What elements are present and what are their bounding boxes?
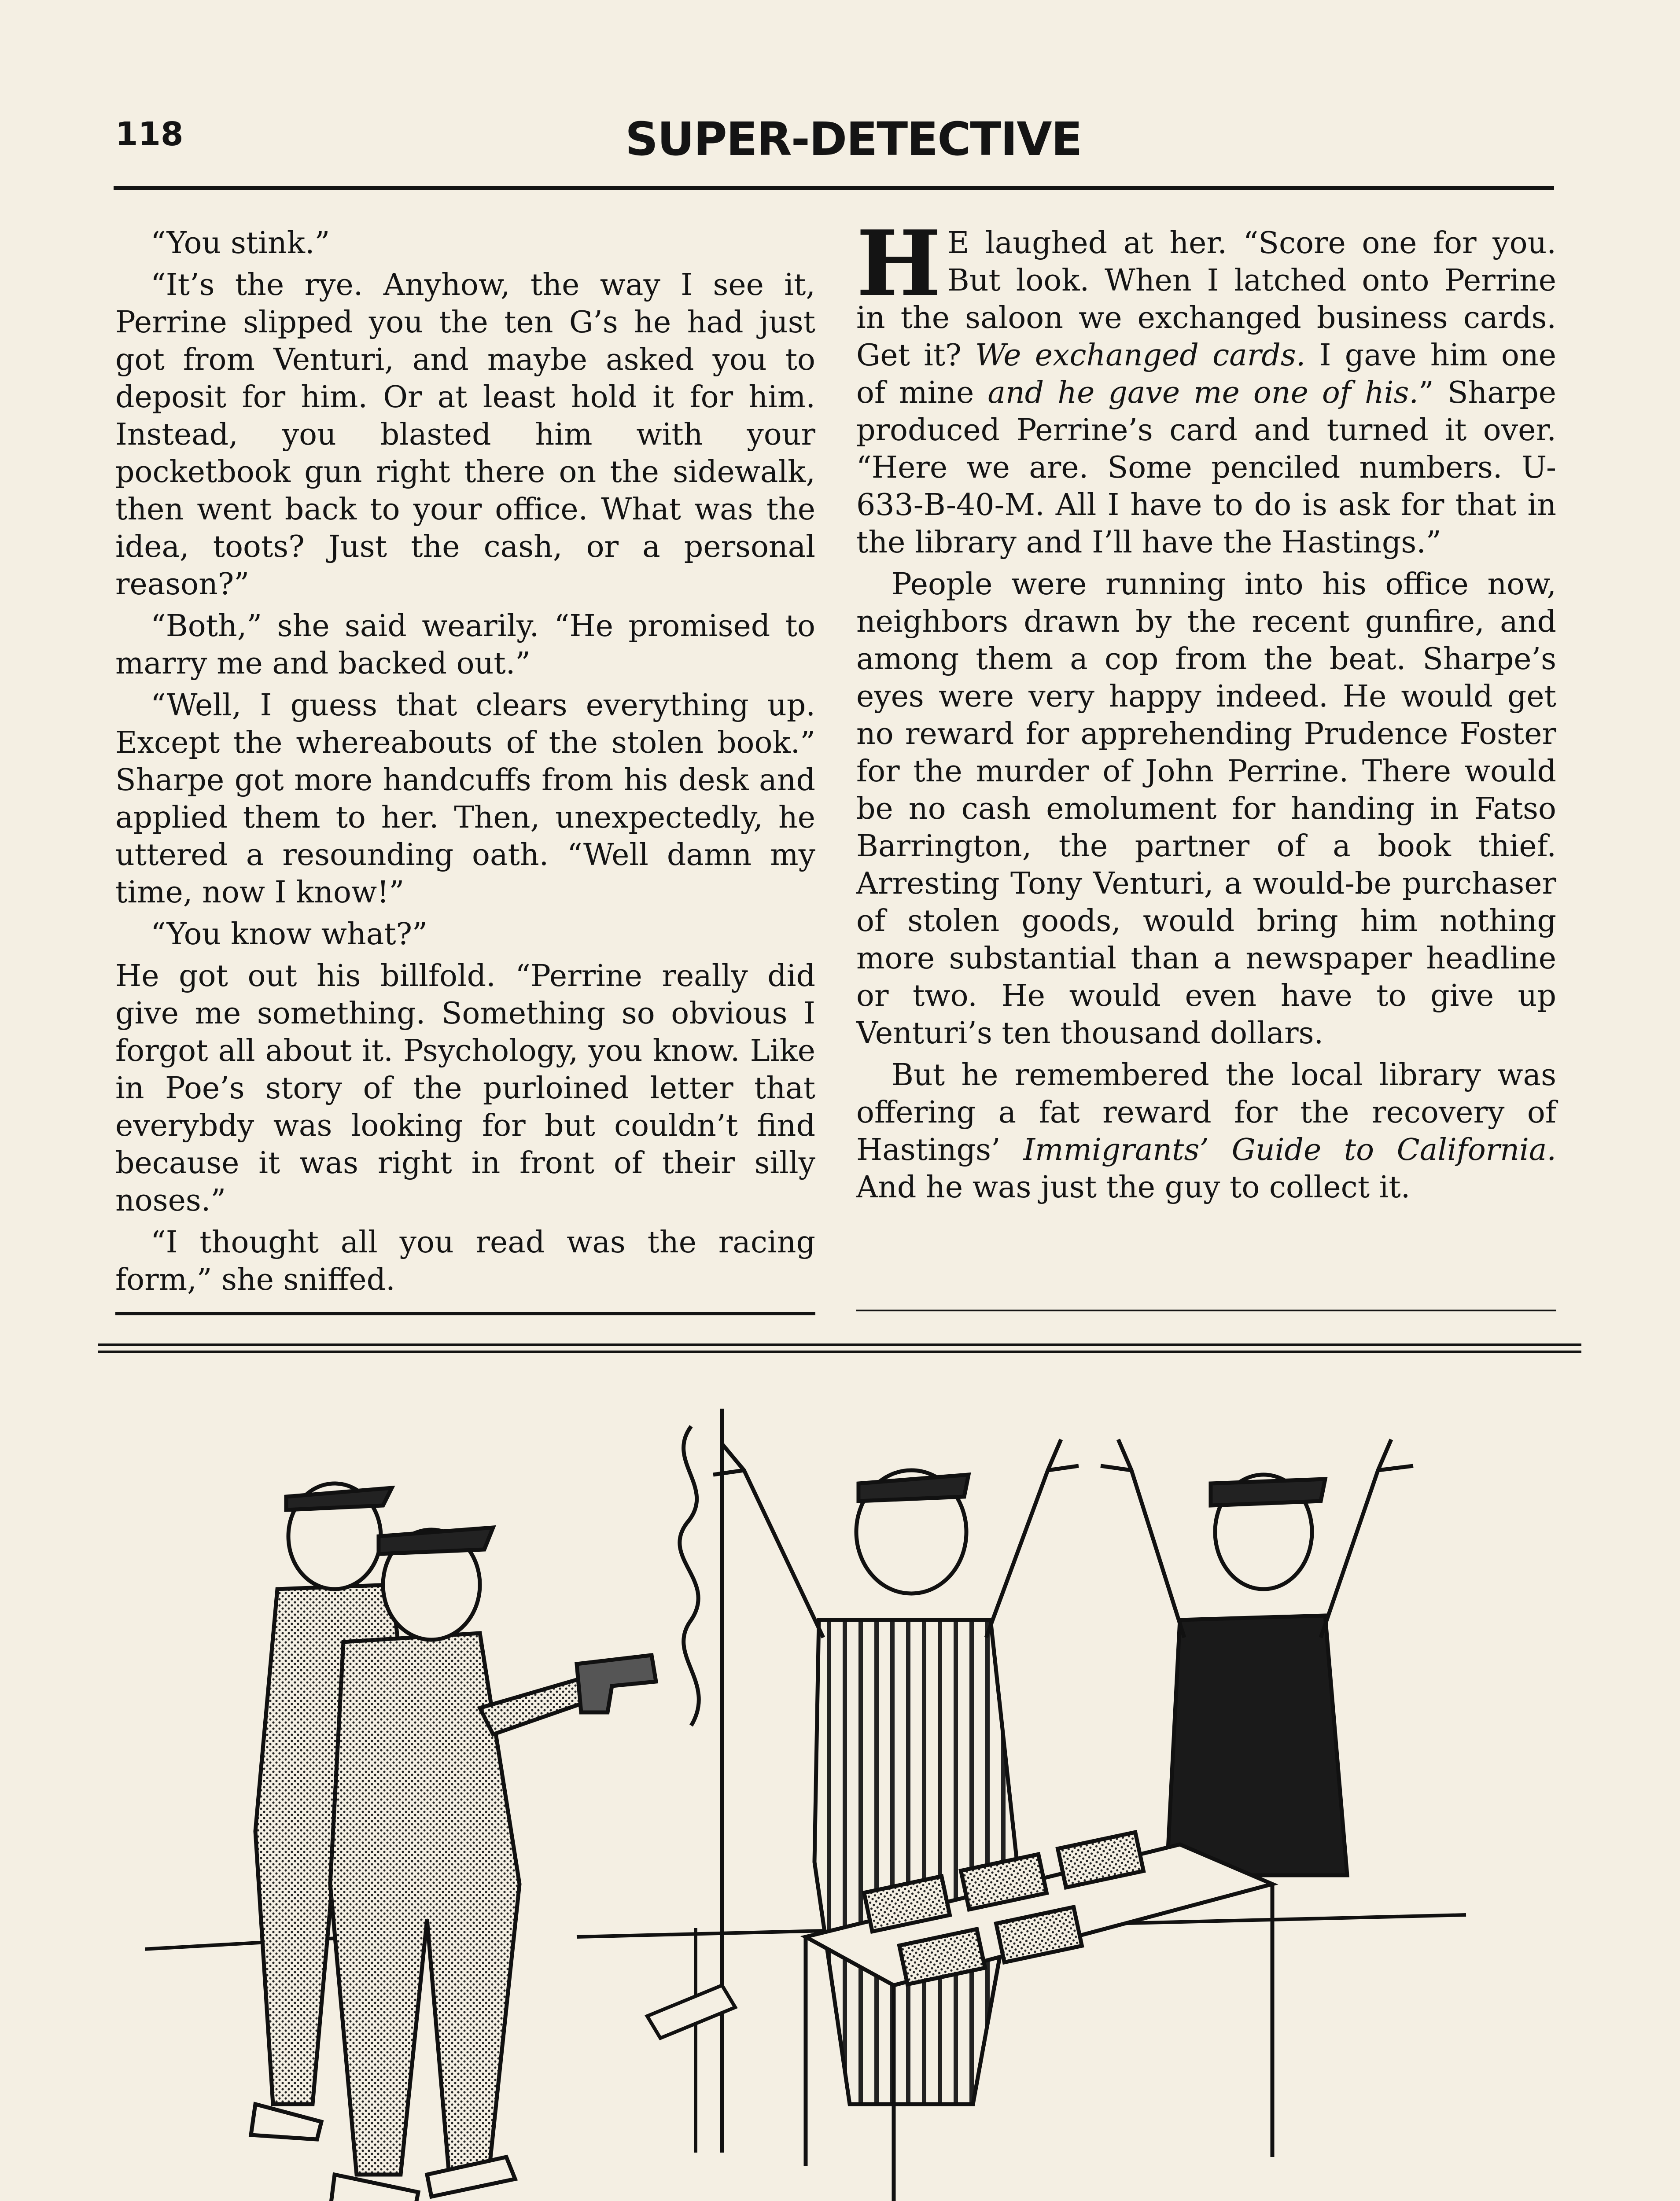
paragraph: “Well, I guess that clears everything up. Except the whereabouts of the stolen book.” Sharpe got more handcuffs from his desk and applied them to her. Then, unexpectedly, he uttered a resounding oath. “Well damn my time, now I know!” — [115, 688, 815, 910]
section-rule — [98, 1351, 1581, 1353]
magazine-title: SUPER-DETECTIVE — [625, 112, 1082, 166]
paragraph: “Both,” she said wearily. “He promised to marry me and backed out.” — [115, 609, 815, 681]
column-end-rule — [856, 1310, 1556, 1311]
paragraph: “It’s the rye. Anyhow, the way I see it, Perrine slipped you the ten G’s he had just got from Venturi, and maybe asked you to deposit for him. Or at least hold it for him. Instead, you blasted him with your pocketbook gun right there on the sidewalk, then went back to your office. What was the idea, toots? Just the cash, or a personal reason?” — [115, 268, 815, 602]
gangster-in-vest — [1101, 1439, 1413, 1875]
paragraph: “You stink.” — [151, 226, 330, 261]
paragraph: “You know what?” — [151, 917, 427, 952]
column-end-rule — [115, 1312, 815, 1315]
paragraph: People were running into his office now, neighbors drawn by the recent gunfire, and among them a cop from the beat. Sharpe’s eyes were very happy indeed. He would get no reward for apprehending Prudence Foster for the murder of John Perrine. There would be no cash emolument for handing in Fatso Barrington, the partner of a book thief. Arresting Tony Venturi, a would-be purchaser of stolen goods, would bring him nothing more substantial than a newspaper headline or two. He would even have to give up Venturi’s ten thousand dollars. — [856, 567, 1556, 1051]
paragraph: H E laughed at her. “Score one for you. But look. When I latched onto Perrine in the saloon we exchanged business cards. Get it? We exchanged cards. I gave him one of mine and he gave me one of his.” Sharpe produced Perrine’s card and turned it over. “Here we are. Some penciled numbers. U-633-B-40-M. All I have to do is ask for that in the library and I’ll have the Hastings.” — [856, 211, 1557, 560]
door-frame — [680, 1409, 722, 2153]
cartoon-illustration — [145, 1391, 1536, 2201]
left-column — [115, 225, 815, 1303]
header-rule — [114, 186, 1554, 190]
gangster-striped-shirt — [713, 1439, 1079, 2104]
page-number: 118 — [115, 115, 184, 153]
section-rule — [98, 1343, 1581, 1346]
paragraph: But he remembered the local library was offering a fat reward for the recovery of Hastings’ Immigrants’ Guide to California. And he was just the guy to collect it. — [856, 1058, 1557, 1205]
right-column — [856, 211, 1557, 1211]
paragraph: He got out his billfold. “Perrine really did give me something. Something so obvious I forgot all about it. Psychology, you know. Like in Poe’s story of the purloined letter that everybdy was looking for but couldn’t find because it was right in front of their silly noses.” — [115, 959, 815, 1218]
paragraph: “I thought all you read was the racing form,” she sniffed. — [115, 1225, 815, 1297]
drop-cap: H — [856, 211, 941, 317]
